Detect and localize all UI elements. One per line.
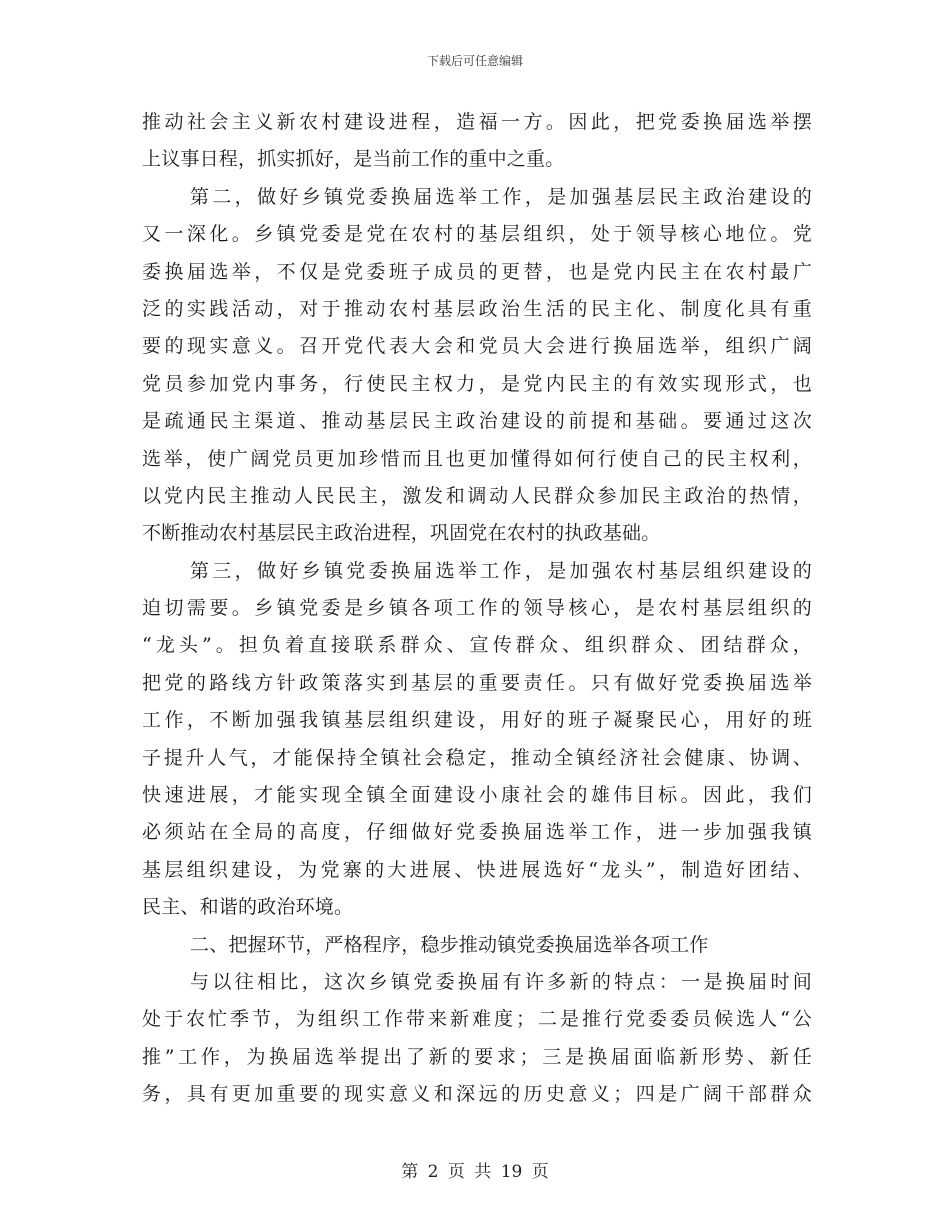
body-line: 推动社会主义新农村建设进程，造福一方。因此，把党委换届选举摆: [142, 111, 812, 133]
body-line: 是疏通民主渠道、推动基层民主政治建设的前提和基础。要通过这次: [142, 410, 812, 433]
body-line: 基层组织建设，为党寨的大进展、快进展选好“龙头”，制造好团结、: [142, 858, 812, 881]
body-line: 工作，不断加强我镇基层组织建设，用好的班子凝聚民心，用好的班: [142, 709, 812, 732]
body-line: 推”工作，为换届选举提出了新的要求；三是换届面临新形势、新任: [142, 1045, 812, 1068]
body-line: 快速进展，才能实现全镇全面建设小康社会的雄伟目标。因此，我们: [142, 784, 812, 807]
body-line: 迫切需要。乡镇党委是乡镇各项工作的领导核心，是农村基层组织的: [142, 597, 812, 620]
body-line: 以党内民主推动人民民主，激发和调动人民群众参加民主政治的热情，: [142, 484, 812, 507]
section-heading: 二、把握环节，严格程序，稳步推动镇党委换届选举各项工作: [190, 933, 709, 956]
body-line: 委换届选举，不仅是党委班子成员的更替，也是党内民主在农村最广: [142, 260, 812, 283]
page-header: 下载后可任意编辑: [426, 54, 523, 68]
paragraph-first-line: 第三，做好乡镇党委换届选举工作，是加强农村基层组织建设的: [190, 559, 812, 582]
body-line: 选举，使广阔党员更加珍惜而且也更加懂得如何行使自己的民主权利，: [142, 447, 812, 470]
paragraph-first-line: 与以往相比，这次乡镇党委换届有许多新的特点：一是换届时间: [190, 970, 812, 993]
body-line: 必须站在全局的高度，仔细做好党委换届选举工作，进一步加强我镇: [142, 821, 812, 844]
body-line: 子提升人气，才能保持全镇社会稳定，推动全镇经济社会健康、协调、: [142, 746, 812, 769]
body-line: 民主、和谐的政治环境。: [142, 896, 354, 919]
body-line: 把党的路线方针政策落实到基层的重要责任。只有做好党委换届选举: [142, 671, 812, 694]
page-number-footer: 第 2 页 共 19 页: [401, 1162, 549, 1182]
body-line: 务，具有更加重要的现实意义和深远的历史意义；四是广阔干部群众: [142, 1083, 812, 1106]
paragraph-first-line: 第二，做好乡镇党委换届选举工作，是加强基层民主政治建设的: [190, 185, 812, 208]
body-line: 党员参加党内事务，行使民主权力，是党内民主的有效实现形式，也: [142, 372, 812, 395]
body-line: 不断推动农村基层民主政治进程，巩固党在农村的执政基础。: [142, 522, 661, 545]
body-line: 处于农忙季节，为组织工作带来新难度；二是推行党委委员候选人“公: [142, 1008, 812, 1031]
body-line: “龙头”。担负着直接联系群众、宣传群众、组织群众、团结群众，: [142, 634, 812, 657]
body-line: 又一深化。乡镇党委是党在农村的基层组织，处于领导核心地位。党: [142, 223, 812, 246]
body-line: 上议事日程，抓实抓好，是当前工作的重中之重。: [142, 148, 565, 171]
body-line: 泛的实践活动，对于推动农村基层政治生活的民主化、制度化具有重: [142, 297, 812, 320]
document-body: [142, 104, 812, 1114]
body-line: 要的现实意义。召开党代表大会和党员大会进行换届选举，组织广阔: [142, 335, 812, 358]
